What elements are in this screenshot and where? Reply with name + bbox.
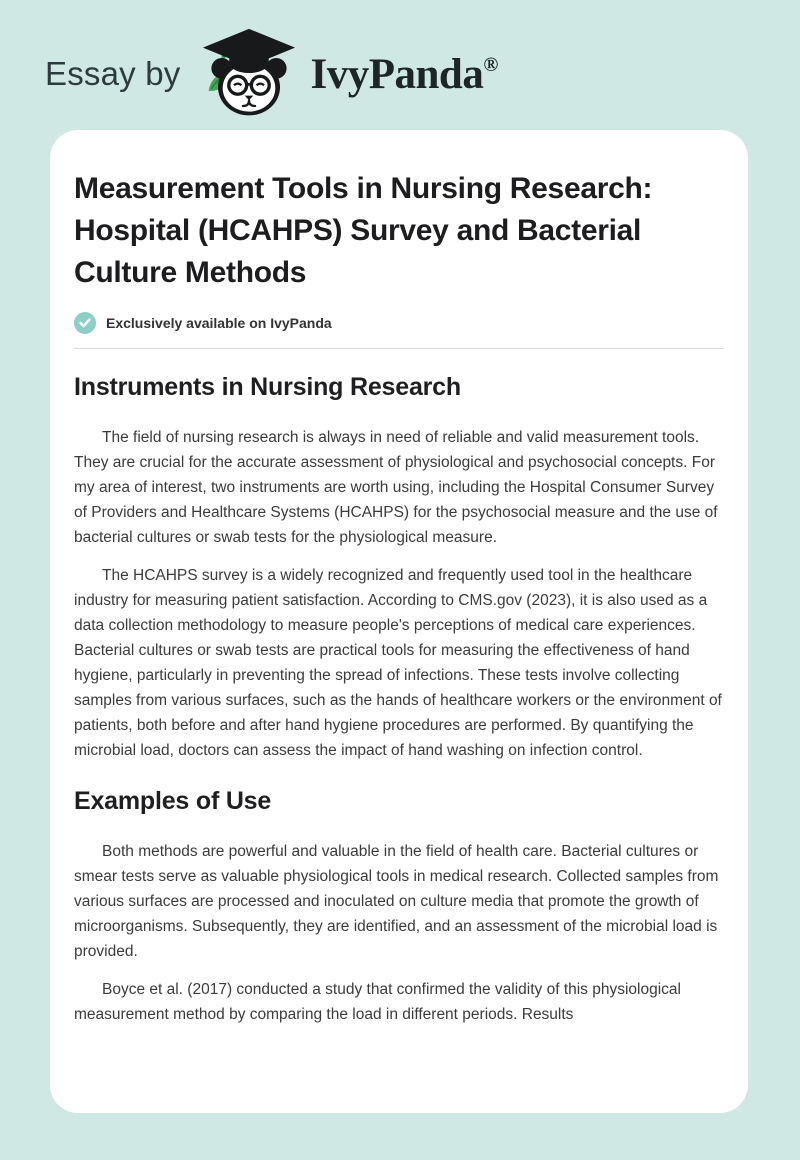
paragraph: Both methods are powerful and valuable in the field of health care. Bacterial cultures or smear tests serve as valuable physiological tools in medical research. Collected samples from various surfaces are processed and inoculated on culture media that promote the growth of microorganisms. Subsequently, they are identified, and an assessment of the microbial load is provided. bbox=[74, 843, 719, 960]
panda-graduate-icon bbox=[197, 27, 301, 121]
section-heading: Instruments in Nursing Research bbox=[74, 373, 461, 401]
section-examples bbox=[74, 787, 724, 1027]
site-header bbox=[0, 0, 800, 122]
paragraph: The HCAHPS survey is a widely recognized and frequently used tool in the healthcare industry for measuring patient satisfaction. According to CMS.gov (2023), it is also used as a data collection methodology to measure people's perceptions of medical care experiences. Bacterial cultures or swab tests are practical tools for measuring the effectiveness of hand hygiene, particularly in preventing the spread of infections. These tests involve collecting samples from various surfaces, such as the hands of healthcare workers or the environment of patients, both before and after hand hygiene procedures are performed. By quantifying the microbial load, doctors can assess the impact of hand washing on infection control. bbox=[74, 567, 722, 759]
checkmark-icon bbox=[74, 312, 96, 334]
section-heading: Examples of Use bbox=[74, 787, 272, 815]
brand-name: IvyPanda® bbox=[310, 50, 498, 98]
availability-badge bbox=[74, 312, 724, 334]
paragraph: Boyce et al. (2017) conducted a study that confirmed the validity of this physiological measurement method by comparing the load in different periods. Results bbox=[74, 981, 681, 1023]
paragraph: The field of nursing research is always in need of reliable and valid measurement tools. They are crucial for the accurate assessment of physiological and psychosocial concepts. For my area of interest, two instruments are worth using, including the Hospital Consumer Survey of Providers and Healthcare Systems (HCAHPS) for the psychosocial measure and the use of bacterial cultures or swab tests for the physiological measure. bbox=[74, 429, 718, 546]
section-instruments bbox=[74, 373, 724, 763]
availability-label: Exclusively available on IvyPanda bbox=[106, 315, 332, 331]
essay-by-label: Essay by bbox=[45, 55, 181, 92]
ivypanda-logo bbox=[197, 27, 301, 121]
page-title: Measurement Tools in Nursing Research: Hospital (HCAHPS) Survey and Bacterial Culture Methods bbox=[74, 172, 653, 289]
registered-mark: ® bbox=[483, 53, 498, 76]
divider bbox=[74, 348, 724, 349]
essay-card bbox=[50, 130, 748, 1113]
